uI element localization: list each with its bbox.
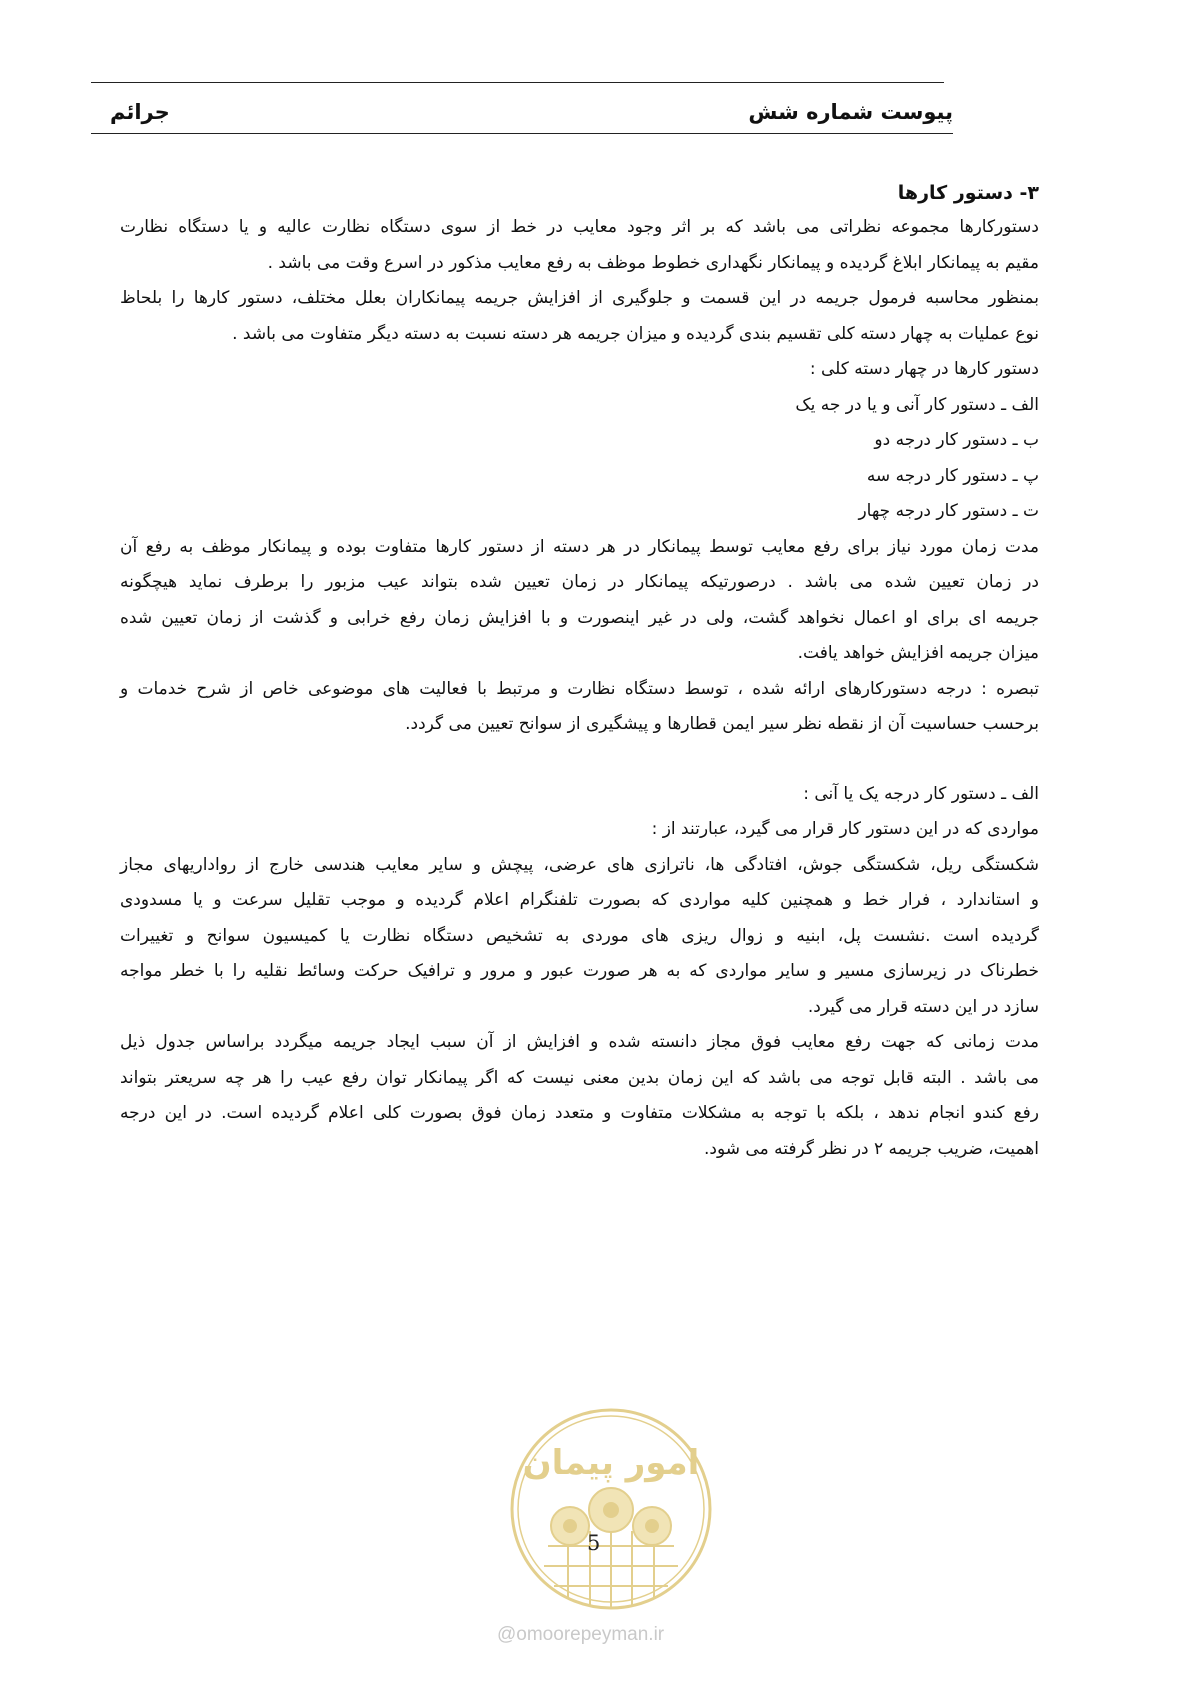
sub-heading: الف ـ دستور کار درجه یک یا آنی : (803, 783, 1039, 804)
category-item: پ ـ دستور کار درجه سه (866, 465, 1039, 486)
website-watermark: @omoorepeyman.ir (497, 1624, 665, 1645)
categories-intro: دستور کارها در چهار دسته کلی : (809, 359, 1039, 379)
note-line: تبصره : درجه دستورکارهای ارائه شده ، توسط دستگاه نظارت و مرتبط با فعالیت های موضوعی خاص از شرح خدمات و (120, 678, 1039, 699)
header-title-right: پیوست شماره شش (748, 100, 953, 124)
paragraph-line: نوع عملیات به چهار دسته کلی تقسیم بندی گردیده و میزان جریمه هر دسته نسبت به دسته دیگر متفاوت می باشد . (232, 323, 1039, 344)
header-title-left: جرائم (110, 100, 170, 124)
paragraph-line: خطرناک در زیرسازی مسیر و سایر مواردی که به هر صورت عبور و مرور و ترافیک حرکت وسائط نقلیه را با خطر مواجه (120, 961, 1039, 981)
paragraph-line: مدت زمان مورد نیاز برای رفع معایب توسط پیمانکار در هر دسته از دستور کارها متفاوت بوده و پیمانکار موظف به رفع آن (120, 536, 1039, 557)
paragraph-line: و استاندارد ، فرار خط و همچنین کلیه مواردی که بصورت تلفنگرام اعلام گردیده و موجب تقلیل سرعت و یا مسدودی (120, 890, 1039, 910)
document-body (120, 176, 1039, 1167)
paragraph-line: سازد در این دسته قرار می گیرد. (807, 996, 1039, 1017)
paragraph-line: شکستگی ریل، شکستگی جوش، افتادگی ها، ناترازی های عرضی، پیچش و سایر معایب هندسی خارج از رواداریهای مجاز (120, 854, 1039, 875)
category-item: ب ـ دستور کار درجه دو (874, 430, 1039, 450)
paragraph-line: رفع کندو انجام ندهد ، بلکه با توجه به مشکلات متفاوت و متعدد زمان فوق بصورت کلی اعلام گردیده است. در این درجه (120, 1103, 1039, 1123)
watermark-text: امور پیمان (522, 1443, 700, 1483)
paragraph-line: مقیم به پیمانکار ابلاغ گردیده و پیمانکار نگهداری خطوط موظف به رفع معایب مذکور در اسرع وقت می باشد . (267, 252, 1039, 273)
paragraph-line: در زمان تعیین شده می باشد . درصورتیکه پیمانکار در زمان تعیین شده بتواند عیب مزبور را برطرف نماید هیچگونه (120, 572, 1039, 592)
paragraph-line: دستورکارها مجموعه نظراتی می باشد که بر اثر وجود معایب در خط از سوی دستگاه نظارت عالیه و یا دستگاه نظارت (120, 217, 1039, 237)
paragraph-line: میزان جریمه افزایش خواهد یافت. (797, 643, 1039, 663)
paragraph-line: بمنظور محاسبه فرمول جریمه در این قسمت و جلوگیری از افزایش جریمه پیمانکاران بعلل مختلف، دستور کارها را بلحاظ (120, 288, 1039, 308)
page-number: 5 (587, 1531, 601, 1555)
note-line: برحسب حساسیت آن از نقطه نظر سیر ایمن قطارها و پیشگیری از سوانح تعیین می گردد. (405, 714, 1039, 734)
spacer (120, 743, 1039, 777)
section-heading: ۳- دستور کارها (897, 182, 1039, 204)
category-item: الف ـ دستور کار آنی و یا در جه یک (795, 394, 1039, 415)
paragraph-line: گردیده است .نشست پل، ابنیه و زوال ریزی های موردی به تشخیص دستگاه نظارت یا کمیسیون سوانح و تغییرات (120, 925, 1039, 946)
category-item: ت ـ دستور کار درجه چهار (858, 501, 1039, 521)
header-bottom-rule (91, 133, 953, 134)
paragraph-line: مدت زمانی که جهت رفع معایب فوق مجاز دانسته شده و افزایش از آن سبب ایجاد جریمه میگردد براساس جدول ذیل (120, 1032, 1039, 1052)
paragraph-line: می باشد . البته قابل توجه می باشد که این زمان بدین معنی نیست که اگر پیمانکار توان رفع عیب را هر چه سریعتر بتواند (120, 1067, 1039, 1088)
header-top-rule (91, 82, 944, 83)
paragraph-line: اهمیت، ضریب جریمه ۲ در نظر گرفته می شود. (704, 1138, 1039, 1159)
watermark-logo-icon (508, 1406, 714, 1612)
paragraph-line: جریمه ای برای او اعمال نخواهد گشت، ولی در غیر اینصورت و با افزایش زمان رفع خرابی و گذشت از زمان تعیین شده (120, 607, 1039, 628)
sub-intro: مواردی که در این دستور کار قرار می گیرد، عبارتند از : (651, 819, 1039, 839)
